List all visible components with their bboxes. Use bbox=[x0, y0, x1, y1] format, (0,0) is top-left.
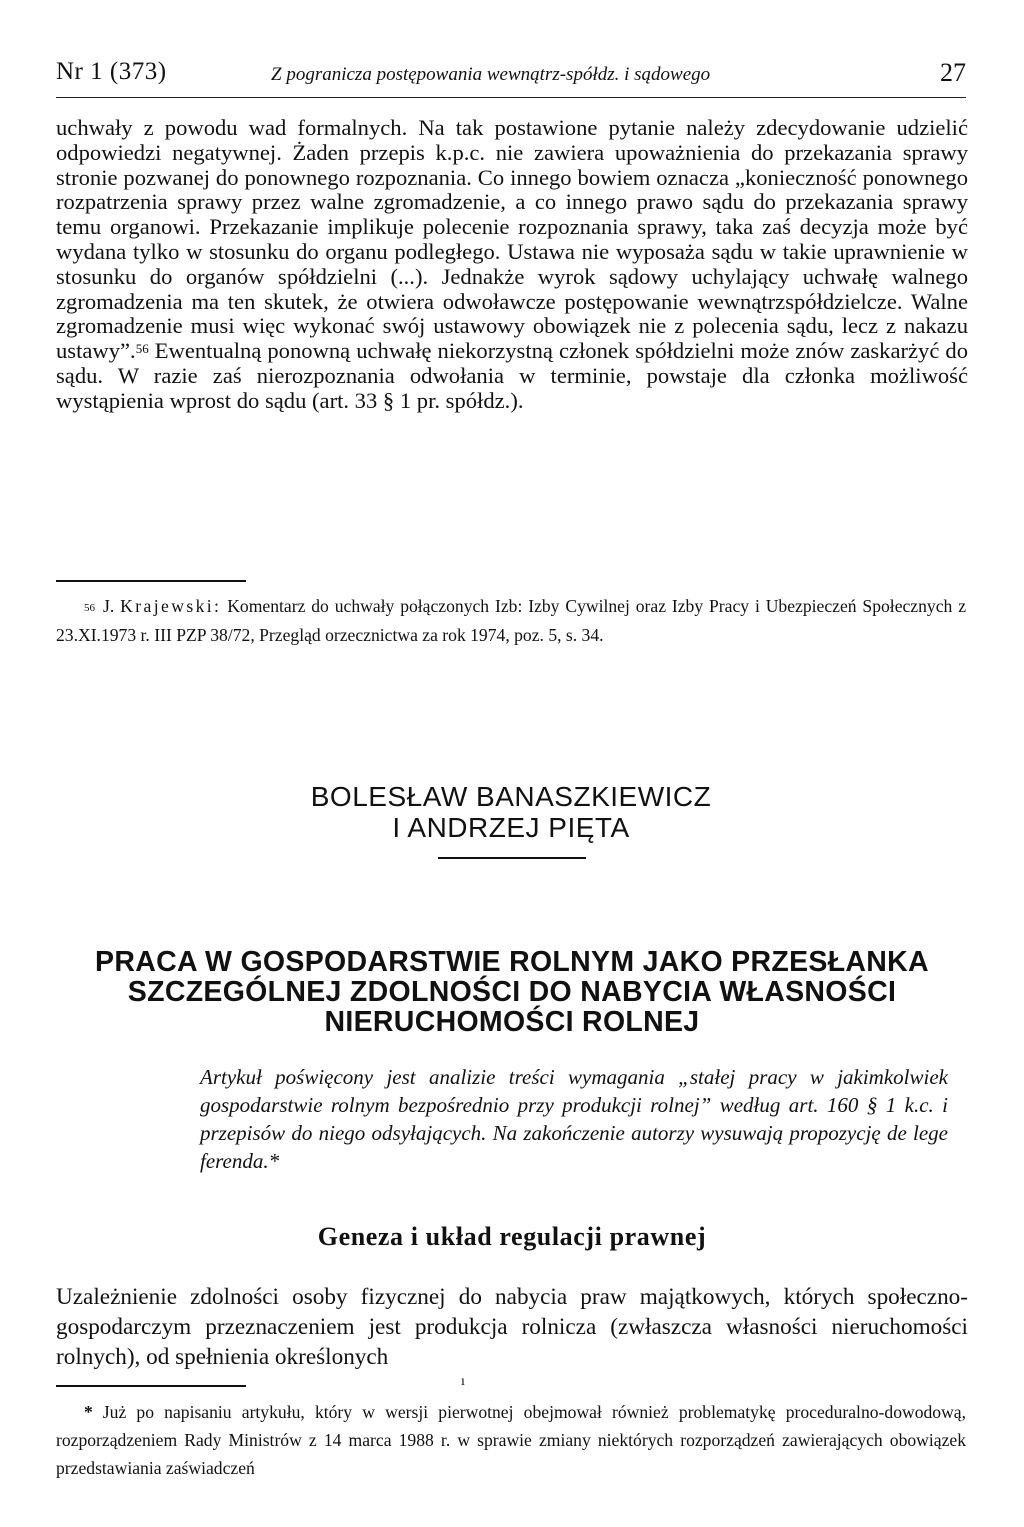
footnote-star-mark: * bbox=[84, 1402, 93, 1422]
footnote-author: Krajewski: bbox=[120, 596, 222, 616]
abstract: Artykuł poświęcony jest analizie treści wymagania „stałej pracy w jakimkolwiek gospodarstwie rolnym bezpośrednio przy produkcji rolnej” według art. 160 § 1 k.c. i przepisów do niego odsyłających. Na zakończenie autorzy wysuwają propozycję de lege ferenda.* bbox=[200, 1065, 948, 1173]
author-line-1: BOLESŁAW BANASZKIEWICZ bbox=[310, 781, 712, 812]
body-paragraph: Uzależnienie zdolności osoby fizycznej do nabycia praw majątkowych, których społeczno-gospodarczym przeznaczeniem jest produkcja rolnicza (zwłaszcza własności nieruchomości rolnych), od spełnienia określonych bbox=[56, 1284, 968, 1370]
authors-rule bbox=[438, 857, 586, 859]
section-heading: Geneza i układ regulacji prawnej bbox=[317, 1222, 707, 1251]
footnote-text: Komentarz do uchwały połączonych Izb: Izby Cywilnej oraz Izby Pracy i Ubezpieczeń Społecznych z 23.XI.1973 r. III PZP 38/72, Przegląd orzecznictwa za rok 1974, poz. 5, s. 34. bbox=[56, 596, 967, 645]
header-rule bbox=[56, 97, 966, 98]
continuation-paragraph bbox=[56, 116, 968, 414]
article-authors bbox=[56, 781, 966, 843]
article-title bbox=[40, 947, 984, 1037]
footnote-separator-2 bbox=[56, 1385, 246, 1387]
running-header bbox=[56, 58, 966, 94]
title-line-3: NIERUCHOMOŚCI ROLNEJ bbox=[324, 1006, 700, 1038]
author-line-2: I ANDRZEJ PIĘTA bbox=[392, 812, 630, 843]
footnote-star-text: Już po napisaniu artykułu, który w wersji pierwotnej obejmował również problematykę proceduralno-dowodową, rozporządzeniem Rady Ministrów z 14 marca 1988 r. w sprawie zmiany niektórych rozporządzeń zawierających obowiązek przedstawiania zaświadczeń bbox=[56, 1402, 966, 1478]
footnote-author-initial: J. bbox=[103, 596, 115, 616]
journal-issue-number: Nr 1 (373) bbox=[56, 58, 167, 85]
paragraph-text: uchwały z powodu wad formalnych. Na tak postawione pytanie należy zdecydowanie udzielić odpowiedzi negatywnej. Żaden przepis k.p.c. nie zawiera upoważnienia do przekazania sprawy stronie pozwanej do ponownego rozpoznania. Co innego bowiem oznacza „konieczność ponownego rozpatrzenia sprawy przez walne zgromadzenie, a co innego prawo sądu do przekazania sprawy temu organowi. Przekazanie implikuje polecenie rozpoznania sprawy, taka zaś decyzja może być wydana tylko w stosunku do organu podległego. Ustawa nie wyposaża sądu w takie uprawnienie w stosunku do organów spółdzielni (...). Jednakże wyrok sądowy uchylający uchwałę walnego zgromadzenia ma ten skutek, że otwiera odwoławcze postępowanie wewnątrzspółdzielcze. Walne zgromadzenie musi więc wykonać swój ustawowy obowiązek nie z polecenia sądu, lecz z nakazu ustawy”. bbox=[56, 115, 968, 364]
title-line-1: PRACA W GOSPODARSTWIE ROLNYM JAKO PRZESŁANKA bbox=[95, 946, 929, 978]
footnote-reference[interactable]: 56 bbox=[135, 341, 149, 357]
page-number: 27 bbox=[940, 58, 966, 87]
title-line-2: SZCZEGÓLNEJ ZDOLNOŚCI DO NABYCIA WŁASNOŚCI bbox=[127, 976, 897, 1008]
stray-mark: ı bbox=[461, 1374, 465, 1389]
footnote-56 bbox=[56, 592, 966, 650]
paragraph-text-continued: Ewentualną ponowną uchwałę niekorzystną członek spółdzielni może znów zaskarżyć do sądu. W razie zaś nierozpoznania odwołania w terminie, powstaje dla członka możliwość wystąpienia wprost do sądu (art. 33 § 1 pr. spółdz.). bbox=[56, 338, 968, 413]
footnote-mark: 56 bbox=[84, 602, 95, 614]
footnote-star bbox=[56, 1398, 966, 1482]
footnote-separator bbox=[56, 580, 246, 582]
running-title: Z pogranicza postępowania wewnątrz-spółdz. i sądowego bbox=[271, 64, 711, 85]
